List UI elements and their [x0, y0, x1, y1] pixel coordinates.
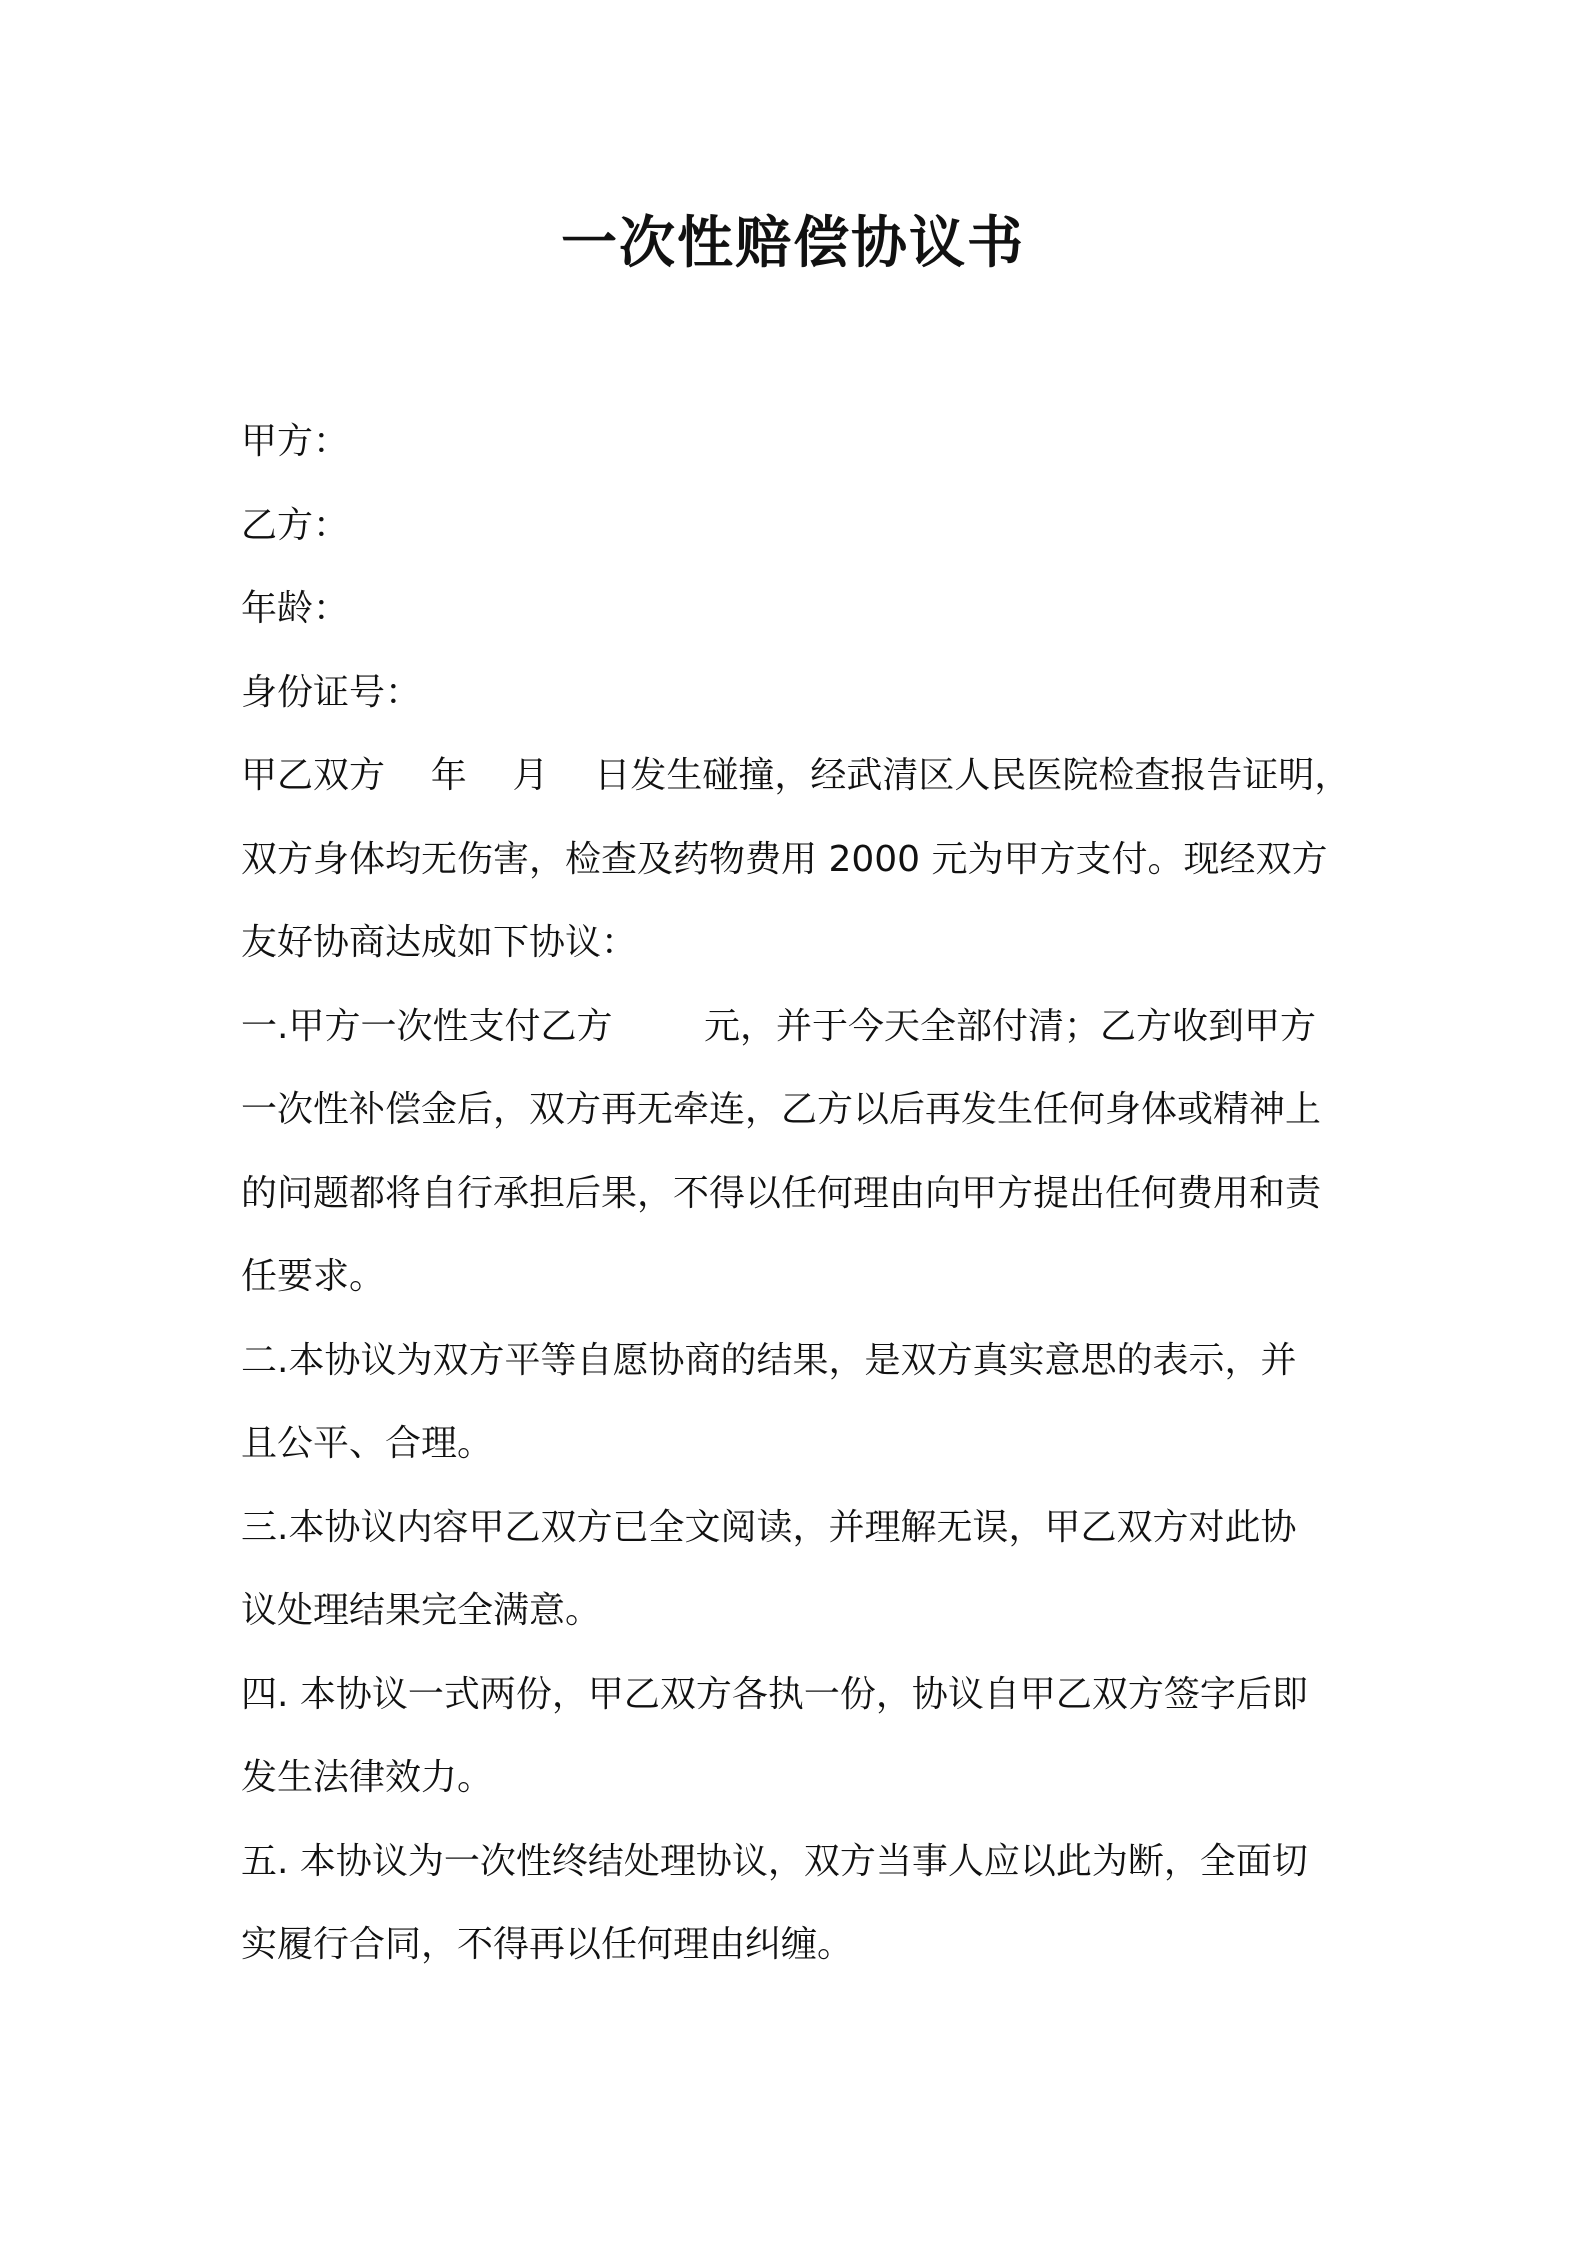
clause-2-line-1: 二.本协议为双方平等自愿协商的结果，是双方真实意思的表示，并: [241, 1339, 1297, 1381]
document-title: 一次性赔偿协议书: [561, 211, 1025, 276]
clause-3-line-1: 三.本协议内容甲乙双方已全文阅读，并理解无误，甲乙双方对此协: [241, 1506, 1297, 1548]
clause-2-line-2: 且公平、合理。: [241, 1423, 494, 1464]
document-body: [241, 400, 1361, 1987]
party-a-label: 甲方：: [241, 421, 350, 462]
id-number-label: 身份证号：: [241, 671, 422, 713]
age-label: 年龄：: [241, 588, 350, 629]
clause-1-line-1: 一.甲方一次性支付乙方 元，并于今天全部付清；乙方收到甲方: [241, 1005, 1316, 1047]
clause-3-line-2: 议处理结果完全满意。: [241, 1590, 602, 1631]
intro-line-2: 双方身体均无伤害，检查及药物费用 2000 元为甲方支付。现经双方: [241, 838, 1328, 880]
party-b-label: 乙方：: [241, 504, 350, 546]
intro-line-3: 友好协商达成如下协议：: [241, 922, 638, 963]
clause-1-line-2: 一次性补偿金后，双方再无牵连，乙方以后再发生任何身体或精神上: [241, 1089, 1322, 1130]
clause-1-line-4: 任要求。: [241, 1256, 386, 1297]
clause-4-line-1: 四. 本协议一式两份，甲乙双方各执一份，协议自甲乙双方签字后即: [241, 1673, 1308, 1715]
clause-1-line-3: 的问题都将自行承担后果，不得以任何理由向甲方提出任何费用和责: [241, 1172, 1322, 1214]
clause-5-line-2: 实履行合同，不得再以任何理由纠缠。: [241, 1924, 854, 1965]
clause-5-line-1: 五. 本协议为一次性终结处理协议，双方当事人应以此为断，全面切: [241, 1840, 1308, 1882]
clause-4-line-2: 发生法律效力。: [241, 1757, 494, 1798]
intro-line-1: 甲乙双方 年 月 日发生碰撞，经武清区人民医院检查报告证明，: [241, 755, 1351, 796]
